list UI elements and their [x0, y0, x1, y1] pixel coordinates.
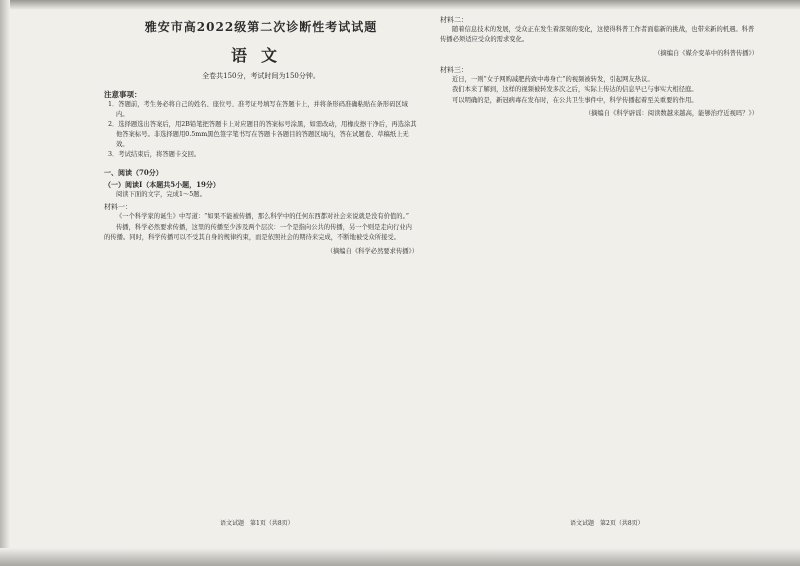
material-label: 材料三：: [440, 65, 468, 74]
material-label: 材料二：: [440, 16, 468, 24]
subsection-heading: （一）阅读Ⅰ（本题共5小题，19分）: [104, 180, 220, 189]
page-footer: 语文试题 第2页（共8页）: [570, 520, 644, 527]
paragraph: 近日，一则“女子网购减肥药致中毒身亡”的视频被转发，引起网友热议。: [452, 75, 654, 83]
paragraph: 随着信息技术的发展，受众正在发生着深刻的变化，这使得科普工作者面临新的挑战，也带来新的机遇。科普传播必须适应受众的需求变化。: [440, 26, 755, 44]
right-page: [440, 14, 758, 117]
notice-item: 1．答题前，考生务必将自己的姓名、座位号、准考证号填写在答题卡上，并将条形码准确粘贴在条形码区域内。: [108, 101, 408, 118]
paragraph: 我们本来了解到，这样的视频被转发多次之后，实际上传达的信息早已与事实大相径庭。: [452, 86, 698, 94]
source-citation: （摘编自《科学辟谣：阅读数越来越高，能够治疗近视吗？》）: [584, 110, 758, 118]
paragraph: 可以明确的是，新冠病毒在发布时，在公共卫生事件中，科学传播起着至关重要的作用。: [452, 96, 698, 104]
section-heading: 一、阅读（70分）: [104, 168, 163, 177]
scan-shadow-left: [0, 0, 10, 566]
source-citation: （摘编自《媒介变革中的科普传播》）: [654, 49, 758, 57]
page-footer: 语文试题 第1页（共8页）: [220, 520, 294, 527]
scan-shadow-top: [0, 0, 800, 10]
notice-item: 3．考试结束后，将答题卡交回。: [108, 151, 201, 158]
source-citation: （摘编自《科学必然要求传播》）: [326, 247, 418, 255]
material-label: 材料一：: [104, 203, 132, 212]
subject-title: 语文: [230, 46, 291, 65]
paragraph: 传播，科学必然要求传播，这里的传播至少涉及两个层次：一个是指向公共的传播，另一个则是走向行业内的传播。同时，科学传播可以不受其自身的规律约束，而是依照社会的期待来完成，不断地被受众所接受。: [104, 223, 412, 242]
notice-item: 2．选择题选出答案后，用2B铅笔把答题卡上对应题目的答案标号涂黑，如需改动，用橡皮擦干净后，再选涂其他答案标号。非选择题用0.5mm黑色签字笔书写在答题卡各题目的答题区域内，答在试题卷、草稿纸上无效。: [108, 121, 417, 148]
instruction: 阅读下面的文字，完成1～5题。: [116, 191, 206, 198]
left-page: [104, 14, 418, 255]
scan-shadow-bottom: [0, 548, 800, 566]
paragraph: 《一个科学家的诞生》中写道：“如果不能被传播，那么科学中的任何东西都对社会来说就是没有价值的。”: [116, 213, 409, 221]
exam-title: 雅安市高2022级第二次诊断性考试试题: [144, 20, 378, 34]
notice-heading: 注意事项：: [104, 90, 142, 99]
score-info: 全卷共150分，考试时间为150分钟。: [202, 72, 320, 80]
